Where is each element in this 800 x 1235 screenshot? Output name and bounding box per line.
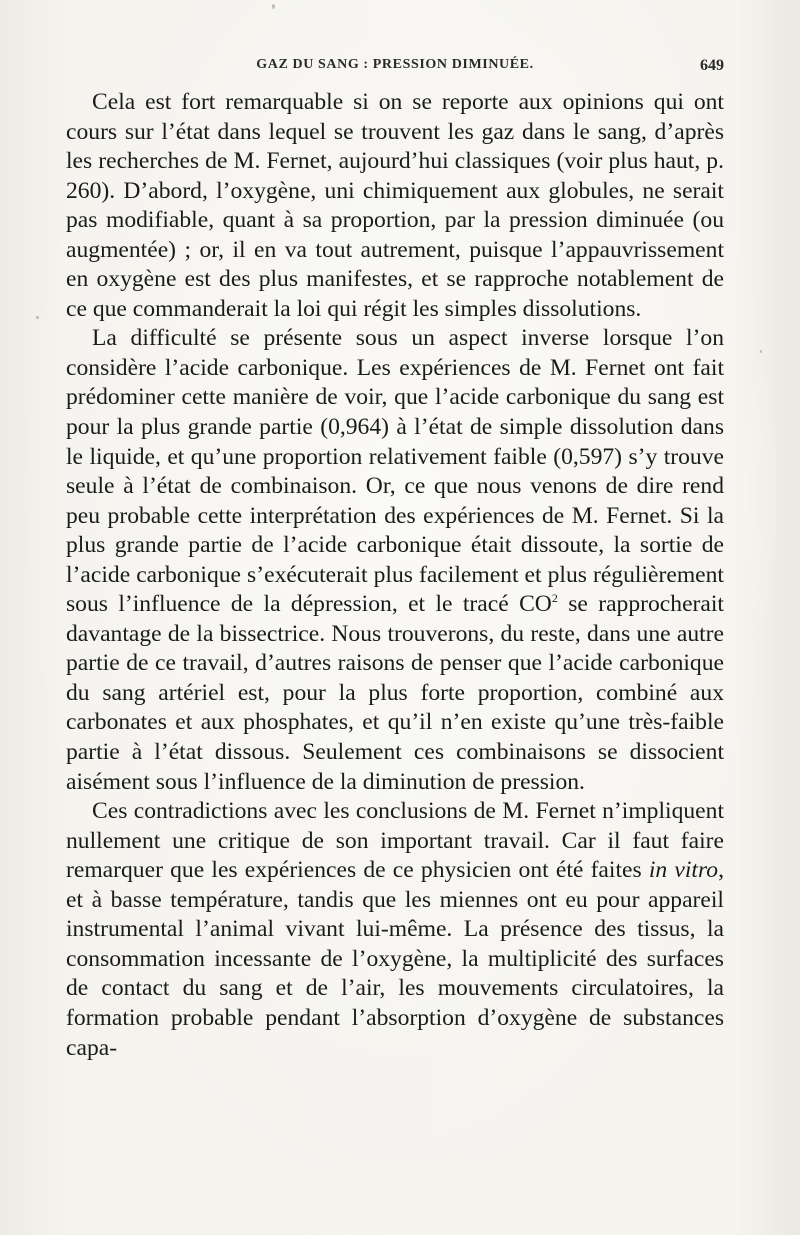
page-header (66, 57, 724, 81)
paragraph-2-part-1: La difficulté se présente sous un aspect inverse lorsque l’on considère l’acide carbonique. Les expériences de M. Fernet ont fait prédominer cette manière de voir, que l’acide carbonique du sang est pour la plus grande partie (0,964) à l’état de simple dissolution dans le liquide, et qu’une proportion relativement faible (0,597) s’y trouve seule à l’état de combinaison. Or, ce que nous venons de dire rend peu probable cette interprétation des expériences de M. Fernet. Si la plus grande partie de l’acide carbonique était dissoute, la sortie de l’acide carbonique s’exécuterait plus facilement et plus régulièrement sous l’influence de la dépression, et le tracé CO (66, 325, 724, 618)
paragraph-2-part-2: se rapprocherait davantage de la bissectrice. Nous trouverons, du reste, dans une autre partie de ce travail, d’autres raisons de penser que l’acide carbonique du sang artériel est, pour la plus forte proportion, combiné aux carbonates et aux phosphates, et qu’il n’en existe qu’une très-faible partie à l’état dissous. Seulement ces combinaisons se dissocient aisément sous l’influence de la diminution de pression. (66, 591, 724, 795)
paragraph-2 (66, 324, 724, 797)
italic-in-vitro: in vitro (648, 857, 719, 884)
superscript-2: 2 (551, 591, 558, 606)
page-number: 649 (700, 57, 724, 74)
paragraph-3-part-2: , et à basse température, tandis que les miennes ont eu pour appareil instrumental l’animal vivant lui-même. La présence des tissus, la consommation incessante de l’oxygène, la multiplicité des surfaces de contact du sang et de l’air, les mouvements circulatoires, la formation probable pendant l’absorption d’oxygène de substances capa- (66, 857, 724, 1061)
paper-speck (760, 350, 762, 353)
paper-speck (272, 4, 275, 9)
paragraph-3 (66, 797, 724, 1063)
paper-speck (36, 316, 39, 319)
body-text (66, 88, 724, 1063)
running-head: GAZ DU SANG : PRESSION DIMINUÉE. (256, 57, 534, 72)
paragraph-1: Cela est fort remarquable si on se reporte aux opinions qui ont cours sur l’état dans lequel se trouvent les gaz dans le sang, d’après les recherches de M. Fernet, aujourd’hui classiques (voir plus haut, p. 260). D’abord, l’oxygène, uni chimiquement aux globules, ne serait pas modifiable, quant à sa proportion, par la pression diminuée (ou augmentée) ; or, il en va tout autrement, puisque l’appauvrissement en oxygène est des plus manifestes, et se rapproche notablement de ce que commanderait la loi qui régit les simples dissolutions. (66, 89, 724, 322)
paragraph-3-part-1: Ces contradictions avec les conclusions de M. Fernet n’impliquent nullement une critique de son important travail. Car il faut faire remarquer que les expériences de ce physicien ont été faites (66, 798, 724, 884)
